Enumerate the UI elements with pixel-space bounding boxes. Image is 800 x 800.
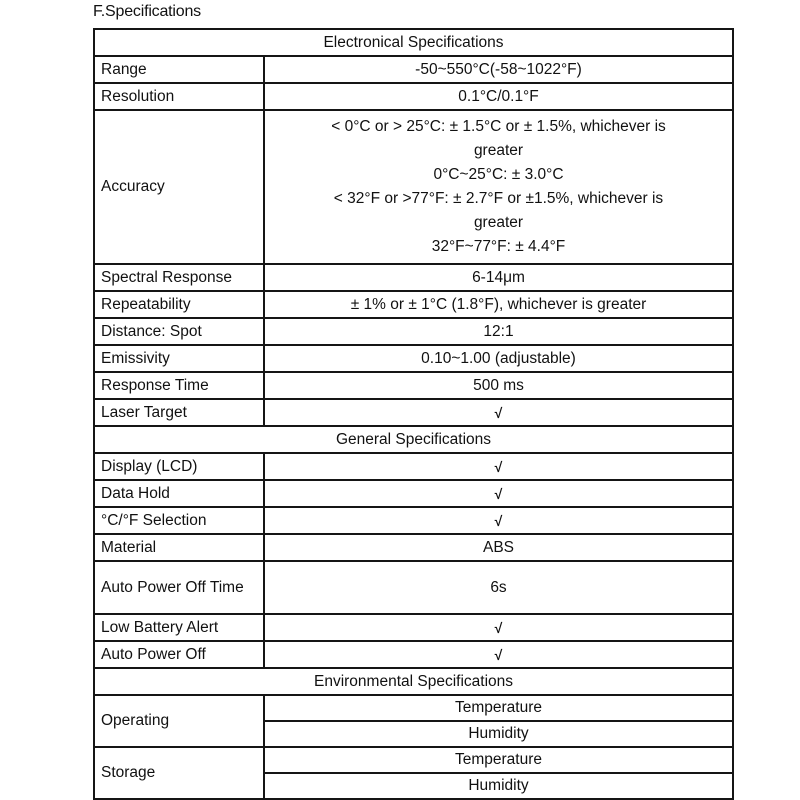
table-row — [94, 345, 733, 372]
spec-label: Material — [94, 534, 264, 561]
spec-label: Range — [94, 56, 264, 83]
table-row — [94, 399, 733, 426]
check-mark-icon: √ — [264, 453, 733, 480]
table-row — [94, 318, 733, 345]
check-mark-icon: √ — [264, 614, 733, 641]
env-item: Humidity — [264, 773, 733, 799]
table-row — [94, 534, 733, 561]
specifications-table — [93, 28, 734, 800]
section-header-row — [94, 29, 733, 56]
table-row — [94, 291, 733, 318]
table-row — [94, 561, 733, 614]
table-row — [94, 747, 733, 773]
accuracy-line: 32°F~77°F: ± 4.4°F — [431, 238, 566, 255]
table-row — [94, 453, 733, 480]
table-row — [94, 56, 733, 83]
accuracy-line: < 0°C or > 25°C: ± 1.5°C or ± 1.5%, whichever is — [331, 118, 666, 135]
spec-value: 0.1°C/0.1°F — [264, 83, 733, 110]
spec-label: Response Time — [94, 372, 264, 399]
table-row — [94, 695, 733, 721]
spec-label: Data Hold — [94, 480, 264, 507]
section-header-general: General Specifications — [94, 426, 733, 453]
section-header-electronical: Electronical Specifications — [94, 29, 733, 56]
env-item: Humidity — [264, 721, 733, 747]
section-header-environmental: Environmental Specifications — [94, 668, 733, 695]
section-header-row — [94, 426, 733, 453]
check-mark-icon: √ — [264, 399, 733, 426]
spec-label: Repeatability — [94, 291, 264, 318]
table-row — [94, 480, 733, 507]
spec-label: Resolution — [94, 83, 264, 110]
spec-value: ABS — [264, 534, 733, 561]
accuracy-line: greater — [473, 142, 524, 159]
table-row — [94, 641, 733, 668]
accuracy-line: 0°C~25°C: ± 3.0°C — [433, 166, 564, 183]
spec-value: 6s — [264, 561, 733, 614]
env-item: Temperature — [264, 695, 733, 721]
spec-value: ± 1% or ± 1°C (1.8°F), whichever is greater — [264, 291, 733, 318]
table-row — [94, 110, 733, 264]
spec-value: 12:1 — [264, 318, 733, 345]
table-row — [94, 507, 733, 534]
table-row — [94, 83, 733, 110]
spec-label: °C/°F Selection — [94, 507, 264, 534]
spec-label: Laser Target — [94, 399, 264, 426]
spec-label: Emissivity — [94, 345, 264, 372]
spec-value: 0.10~1.00 (adjustable) — [264, 345, 733, 372]
spec-label: Accuracy — [94, 110, 264, 264]
spec-label: Auto Power Off — [94, 641, 264, 668]
spec-value: 6-14μm — [264, 264, 733, 291]
spec-value-accuracy — [264, 110, 733, 264]
spec-label: Auto Power Off Time — [94, 561, 264, 614]
check-mark-icon: √ — [264, 641, 733, 668]
document-title: F.Specifications — [93, 3, 201, 20]
section-header-row — [94, 668, 733, 695]
spec-label: Spectral Response — [94, 264, 264, 291]
spec-label: Low Battery Alert — [94, 614, 264, 641]
spec-label: Distance: Spot — [94, 318, 264, 345]
table-row — [94, 614, 733, 641]
check-mark-icon: √ — [264, 480, 733, 507]
check-mark-icon: √ — [264, 507, 733, 534]
accuracy-line: greater — [473, 214, 524, 231]
spec-value: 500 ms — [264, 372, 733, 399]
spec-label: Display (LCD) — [94, 453, 264, 480]
env-group-label: Operating — [94, 695, 264, 747]
table-row — [94, 372, 733, 399]
spec-value: -50~550°C(-58~1022°F) — [264, 56, 733, 83]
accuracy-line: < 32°F or >77°F: ± 2.7°F or ±1.5%, whichever is — [333, 190, 664, 207]
table-row — [94, 264, 733, 291]
env-item: Temperature — [264, 747, 733, 773]
env-group-label: Storage — [94, 747, 264, 799]
